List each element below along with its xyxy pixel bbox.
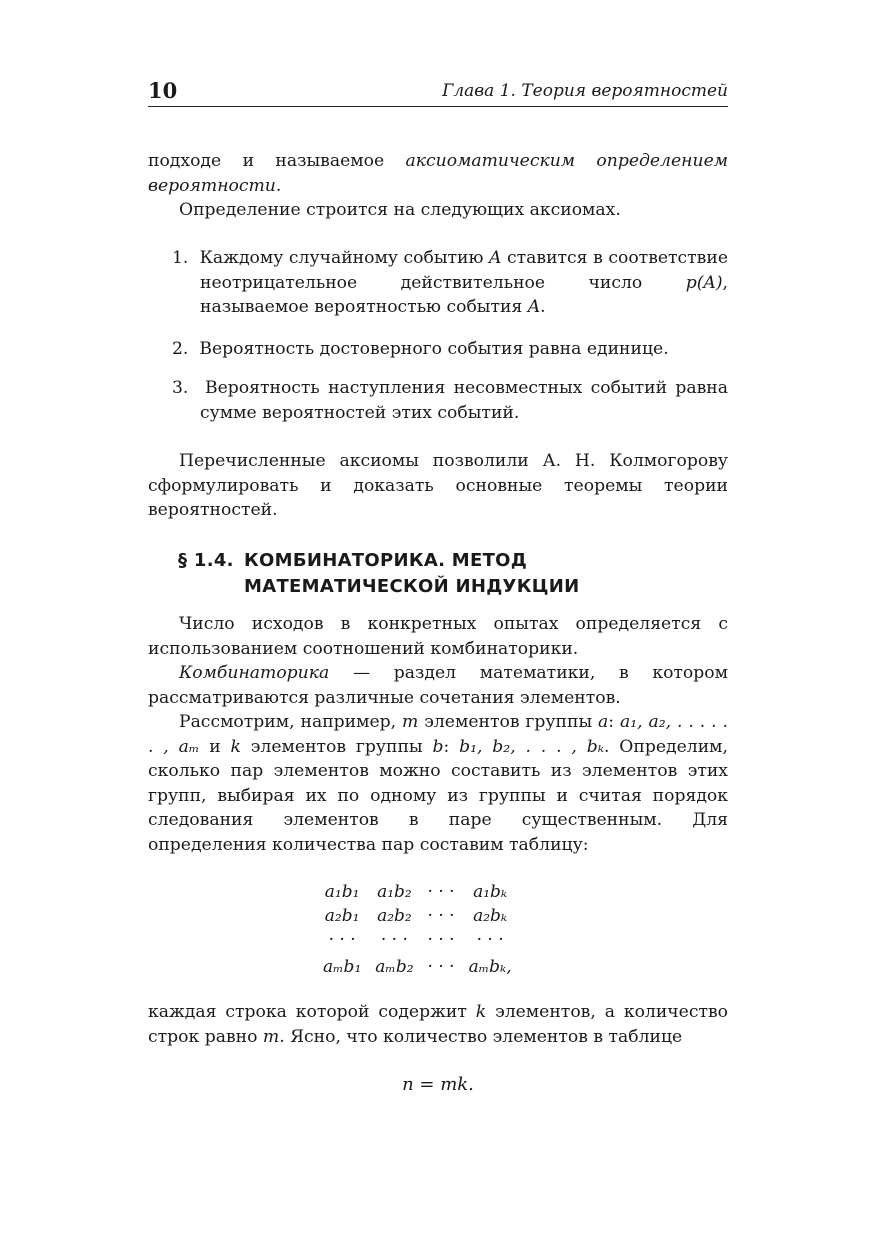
math-var: A (527, 297, 541, 317)
body-text: : (443, 736, 460, 757)
math-var: m (262, 1026, 280, 1047)
math-seq: b₁, b₂, . . . , bₖ (459, 736, 604, 757)
matrix-cell: · · · (427, 957, 455, 977)
axiom-text: ставится в соответствие неотрицательное действительное число (200, 248, 728, 293)
axiom-text: Вероятность наступления несовместных событий равна сумме вероятностей этих событий. (200, 378, 728, 423)
axiom-number: 2. (172, 339, 189, 359)
body-text: : (608, 712, 620, 732)
matrix-cell: a₂b₁ (324, 906, 360, 926)
axiom-number: 3. (172, 378, 189, 398)
body-text: . Определим, сколько пар элементов можно составить из элементов этих групп, выбирая их по одному из группы и считая порядок следования элементов в паре существенным. Для определения количества пар составим таблицу: (148, 736, 728, 855)
axiom-number: 1. (172, 248, 189, 268)
body-text: элементов группы (240, 736, 433, 757)
axiom-text: . (540, 297, 546, 317)
math-var: b (432, 736, 444, 757)
section-title-line2: МАТЕМАТИЧЕСКОЙ ИНДУКЦИИ (244, 576, 580, 597)
matrix-cell: aₘbₖ, (468, 957, 512, 977)
intro-emphasis: аксиоматическим определением вероятности (148, 151, 728, 196)
page-number: 10 (148, 78, 178, 103)
matrix-cell: · · · (427, 930, 455, 950)
math-var: k (230, 736, 241, 757)
math-var: A (489, 248, 502, 268)
body-paragraph-2 (148, 661, 728, 710)
math-var: k (475, 1002, 487, 1022)
math-var: m (402, 712, 419, 732)
math-var: a (598, 712, 609, 732)
formula-n-equals-mk: n = mk. (402, 1074, 474, 1095)
matrix-cell: aₘb₁ (323, 957, 362, 977)
body-paragraph-3 (148, 710, 728, 857)
body-text: — раздел математики, в котором рассматриваются различные сочетания элементов. (148, 663, 728, 708)
body-text: каждая строка которой содержит (148, 1002, 476, 1022)
running-title: Глава 1. Теория вероятностей (442, 81, 728, 101)
matrix-cell: a₂b₂ (377, 906, 412, 926)
math-expr: p(A) (685, 272, 723, 293)
section-number: § 1.4. (178, 550, 234, 571)
body-paragraph-1: Число исходов в конкретных опытах определяется с использованием соотношений комбинаторики. (148, 614, 728, 659)
axiom-1 (172, 246, 728, 320)
matrix-cell: aₘb₂ (375, 957, 414, 977)
intro-text: подходе и называемое (148, 151, 406, 171)
kolmogorov-paragraph: Перечисленные аксиомы позволили А. Н. Колмогорову сформулировать и доказать основные теоремы теории вероятностей. (148, 451, 728, 520)
math-seq: a₁, a₂, . . . . . . , aₘ (148, 712, 728, 757)
intro-text-end: . (275, 175, 282, 196)
body-paragraph-4 (148, 1000, 728, 1049)
axiom-3 (172, 376, 728, 425)
axiom-text: , называемое вероятностью события (200, 272, 728, 317)
section-heading (178, 548, 738, 600)
body-text: элементов, а количество строк равно (148, 1002, 728, 1047)
axiom-2 (172, 337, 728, 362)
definition-paragraph: Определение строится на следующих аксиомах. (179, 200, 621, 220)
axiom-text: Вероятность достоверного события равна единице. (199, 339, 669, 359)
intro-paragraph (148, 149, 728, 198)
pairs-table (316, 880, 519, 982)
body-text: элементов группы (418, 712, 599, 732)
matrix-cell: · · · (328, 930, 356, 950)
matrix-cell: · · · (427, 906, 455, 926)
matrix-cell: · · · (427, 882, 455, 902)
matrix-cell: · · · (380, 930, 408, 950)
axiom-text: Каждому случайному событию (199, 248, 490, 268)
matrix-cell: a₁b₂ (377, 882, 412, 902)
section-title-line1: КОМБИНАТОРИКА. МЕТОД (244, 550, 528, 571)
body-text: Рассмотрим, например, (179, 712, 403, 732)
matrix-cell: a₁bₖ (473, 882, 508, 902)
running-header (148, 76, 728, 107)
matrix-cell: · · · (476, 930, 504, 950)
body-text: . Ясно, что количество элементов в таблице (279, 1026, 683, 1047)
matrix-cell: a₁b₁ (324, 882, 360, 902)
term-emphasis: Комбинаторика (179, 663, 330, 683)
matrix-cell: a₂bₖ (473, 906, 508, 926)
body-text: и (199, 736, 231, 757)
